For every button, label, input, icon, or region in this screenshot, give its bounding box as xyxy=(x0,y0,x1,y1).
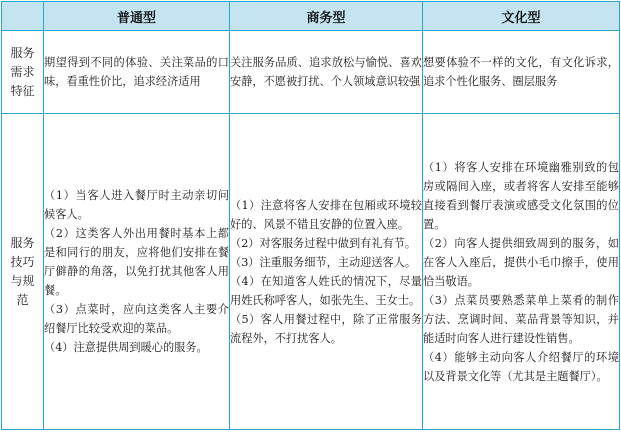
cell-ordinary-skills xyxy=(44,114,230,430)
row-label-service-demand xyxy=(2,31,44,114)
skill-item: （2）向客人提供细致周到的服务，如在客人入座后，提供小毛巾擦手，使用恰当敬语。 xyxy=(423,236,619,288)
row-label-line: 服务 xyxy=(10,235,35,250)
row-label-service-skills xyxy=(2,114,44,430)
cell-cultural-skills xyxy=(423,114,620,430)
skill-item: （2）对客服务过程中做到有礼有节。 xyxy=(230,236,417,250)
row-label-line: 技巧 xyxy=(10,254,35,269)
row-label-line: 服务 xyxy=(10,45,35,60)
row-label-line: 范 xyxy=(16,292,29,307)
service-table xyxy=(1,1,620,430)
header-business-type: 商务型 xyxy=(230,2,423,31)
row-label-line: 需求 xyxy=(10,64,35,79)
row-label-line: 特征 xyxy=(10,83,35,98)
cell-ordinary-demand: 期望得到不同的体验、关注菜品的口味，看重性价比，追求经济适用 xyxy=(44,31,230,114)
skill-item: （1）注意将客人安排在包厢或环境较好的、风景不错且安静的位置入座。 xyxy=(230,198,422,231)
skill-item: （2）这类客人外出用餐时基本上都是和同行的朋友，应将他们安排在餐厅僻静的角落，以免打扰其他客人用餐。 xyxy=(44,227,229,297)
skill-item: （1）将客人安排在环境幽雅别致的包房或隔间入座，或者将客人安排至能够直接看到餐厅表演或感受文化氛围的位置。 xyxy=(423,160,619,231)
skill-item: （3）注重服务细节，主动迎送客人。 xyxy=(230,255,417,269)
header-ordinary-type: 普通型 xyxy=(44,2,230,31)
skill-item: （4）能够主动向客人介绍餐厅的环境以及背景文化等（尤其是主题餐厅）。 xyxy=(423,350,619,383)
skill-item: （4）注意提供周到暖心的服务。 xyxy=(44,341,208,354)
header-row xyxy=(2,2,620,31)
skill-item: （4）在知道客人姓氏的情况下，尽量用姓氏称呼客人，如张先生、王女士。 xyxy=(230,274,422,307)
header-cultural-type: 文化型 xyxy=(423,2,620,31)
cell-business-skills xyxy=(230,114,423,430)
skill-item: （3）点菜员要熟悉菜单上菜肴的制作方法、烹调时间、菜品背景等知识，并能适时向客人进行建设性销售。 xyxy=(423,293,619,345)
skill-item: （1）当客人进入餐厅时主动亲切问候客人。 xyxy=(44,189,229,221)
header-corner xyxy=(2,2,44,31)
row-service-skills xyxy=(2,114,620,430)
skill-item: （5）客人用餐过程中，除了正常服务流程外，不打扰客人。 xyxy=(230,312,422,345)
cell-cultural-demand: 想要体验不一样的文化，有文化诉求，追求个性化服务、圈层服务 xyxy=(423,31,620,114)
cell-business-demand: 关注服务品质、追求放松与愉悦、喜欢安静，不愿被打扰、个人领域意识较强 xyxy=(230,31,423,114)
row-label-line: 与规 xyxy=(10,273,35,288)
row-service-demand xyxy=(2,31,620,114)
skill-item: （3）点菜时，应向这类客人主要介绍餐厅比较受欢迎的菜品。 xyxy=(44,303,229,335)
